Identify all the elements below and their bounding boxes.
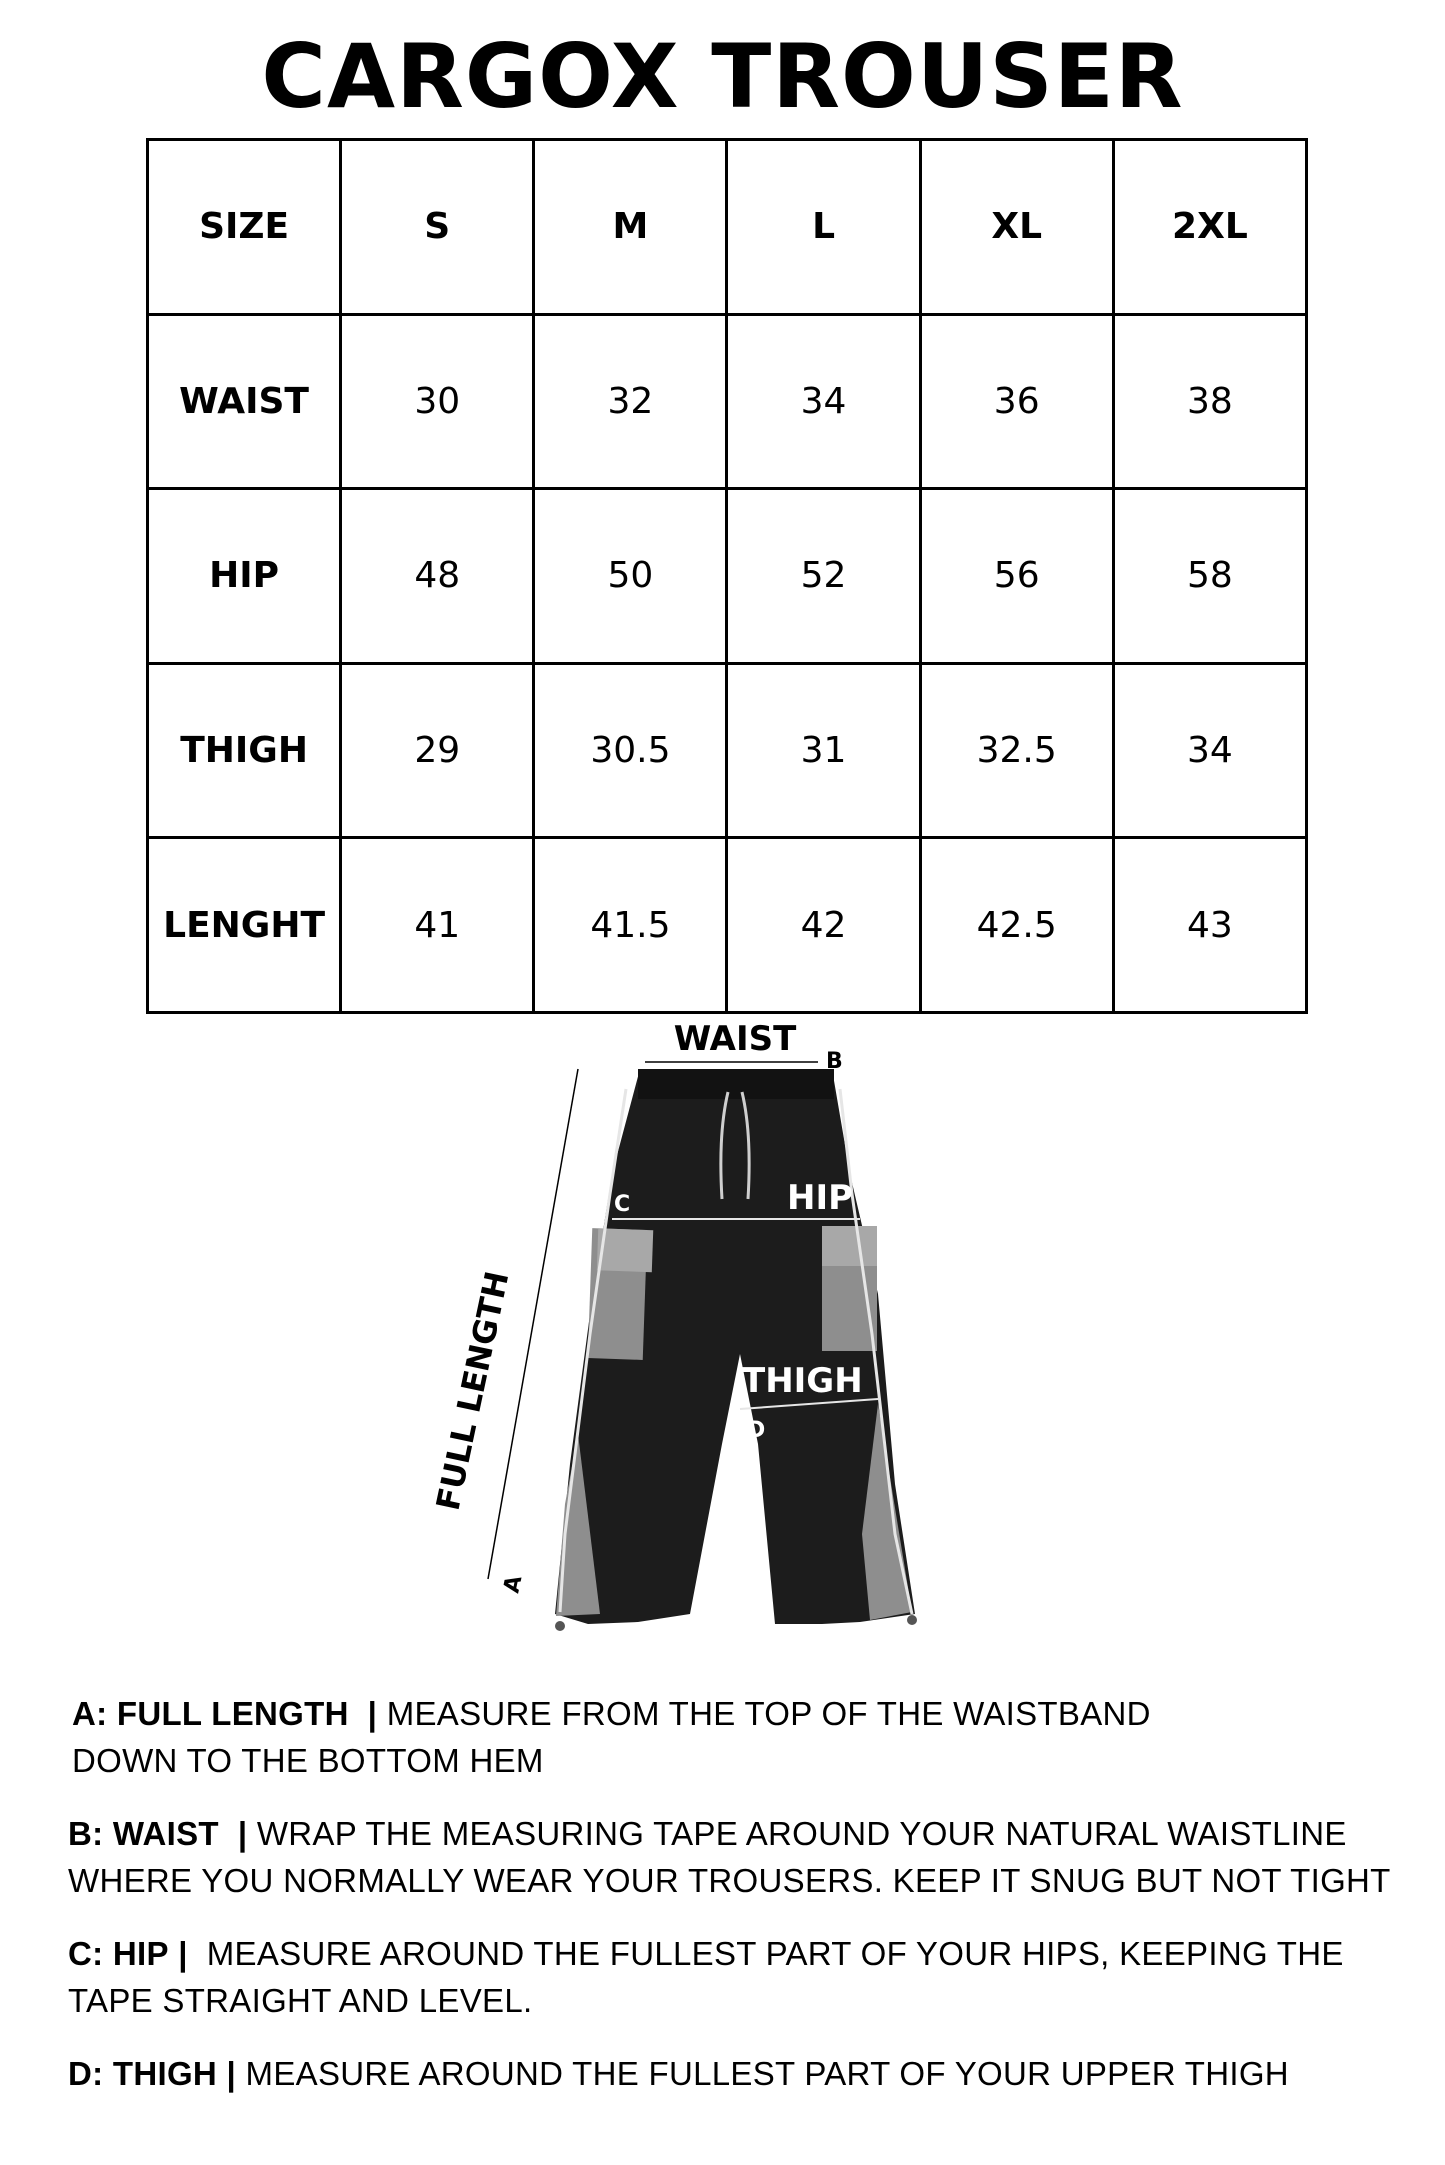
header-cell: SIZE — [148, 140, 341, 315]
table-cell: 52 — [727, 489, 920, 664]
full-length-label: FULL LENGTH — [428, 1267, 517, 1514]
table-cell: 50 — [534, 489, 727, 664]
header-cell: 2XL — [1113, 140, 1306, 315]
note-waist: B: WAIST | WRAP THE MEASURING TAPE AROUND YOUR NATURAL WAISTLINE WHERE YOU NORMALLY WEAR YOUR TROUSERS. KEEP IT SNUG BUT NOT TIGHT — [68, 1815, 1391, 1899]
table-cell: 43 — [1113, 838, 1306, 1013]
marker-b: B — [826, 1049, 843, 1074]
note-key: C: HIP — [68, 1935, 169, 1972]
page-title: CARGOX TROUSER — [261, 25, 1184, 128]
note-key: D: THIGH — [68, 2055, 218, 2092]
note-key: A: FULL LENGTH — [72, 1695, 349, 1732]
table-row — [148, 663, 1307, 838]
marker-a: A — [499, 1573, 528, 1596]
note-text: MEASURE AROUND THE FULLEST PART OF YOUR HIPS, KEEPING THE — [206, 1935, 1344, 1972]
waist-label: WAIST — [673, 1019, 797, 1059]
header-cell: L — [727, 140, 920, 315]
table-cell: 56 — [920, 489, 1113, 664]
waistband — [638, 1069, 834, 1099]
note-key: B: WAIST — [68, 1815, 219, 1852]
table-cell: 30 — [341, 314, 534, 489]
right-pocket-flap — [822, 1226, 877, 1266]
right-hem-toggle — [907, 1615, 917, 1625]
table-cell: 34 — [727, 314, 920, 489]
table-cell: 34 — [1113, 663, 1306, 838]
note-text: MEASURE AROUND THE FULLEST PART OF YOUR UPPER THIGH — [245, 2055, 1289, 2092]
trouser-measurement-diagram — [0, 1014, 1445, 1654]
table-cell: 58 — [1113, 489, 1306, 664]
table-cell: 30.5 — [534, 663, 727, 838]
table-cell: 41.5 — [534, 838, 727, 1013]
table-row — [148, 489, 1307, 664]
note-text: TAPE STRAIGHT AND LEVEL. — [68, 1982, 533, 2019]
table-cell: 41 — [341, 838, 534, 1013]
table-cell: 29 — [341, 663, 534, 838]
row-label: WAIST — [148, 314, 341, 489]
note-thigh: D: THIGH | MEASURE AROUND THE FULLEST PART OF YOUR UPPER THIGH — [68, 2055, 1289, 2092]
table-cell: 38 — [1113, 314, 1306, 489]
table-cell: 36 — [920, 314, 1113, 489]
table-cell: 42 — [727, 838, 920, 1013]
header-cell: M — [534, 140, 727, 315]
note-text: WHERE YOU NORMALLY WEAR YOUR TROUSERS. KEEP IT SNUG BUT NOT TIGHT — [68, 1862, 1391, 1899]
note-full-length: A: FULL LENGTH | MEASURE FROM THE TOP OF THE WAISTBAND DOWN TO THE BOTTOM HEM — [72, 1695, 1151, 1779]
note-text: DOWN TO THE BOTTOM HEM — [72, 1742, 544, 1779]
marker-d: D — [747, 1418, 766, 1443]
table-cell: 31 — [727, 663, 920, 838]
header-cell: XL — [920, 140, 1113, 315]
row-label: THIGH — [148, 663, 341, 838]
thigh-label: THIGH — [742, 1361, 863, 1401]
table-cell: 48 — [341, 489, 534, 664]
table-row — [148, 838, 1307, 1013]
table-header-row — [148, 140, 1307, 315]
table-cell: 42.5 — [920, 838, 1113, 1013]
note-hip: C: HIP | MEASURE AROUND THE FULLEST PART OF YOUR HIPS, KEEPING THE TAPE STRAIGHT AND LEVEL. — [68, 1935, 1344, 2019]
table-cell: 32.5 — [920, 663, 1113, 838]
table-row — [148, 314, 1307, 489]
note-text: WRAP THE MEASURING TAPE AROUND YOUR NATURAL WAISTLINE — [256, 1815, 1347, 1852]
measurement-notes — [68, 1690, 1402, 2123]
marker-c: C — [614, 1192, 631, 1217]
row-label: HIP — [148, 489, 341, 664]
size-chart-table — [146, 138, 1308, 1014]
note-text: MEASURE FROM THE TOP OF THE WAISTBAND — [386, 1695, 1151, 1732]
left-hem-toggle — [555, 1621, 565, 1631]
header-cell: S — [341, 140, 534, 315]
row-label: LENGHT — [148, 838, 341, 1013]
trouser-illustration — [555, 1069, 917, 1631]
table-cell: 32 — [534, 314, 727, 489]
hip-label: HIP — [787, 1178, 854, 1218]
